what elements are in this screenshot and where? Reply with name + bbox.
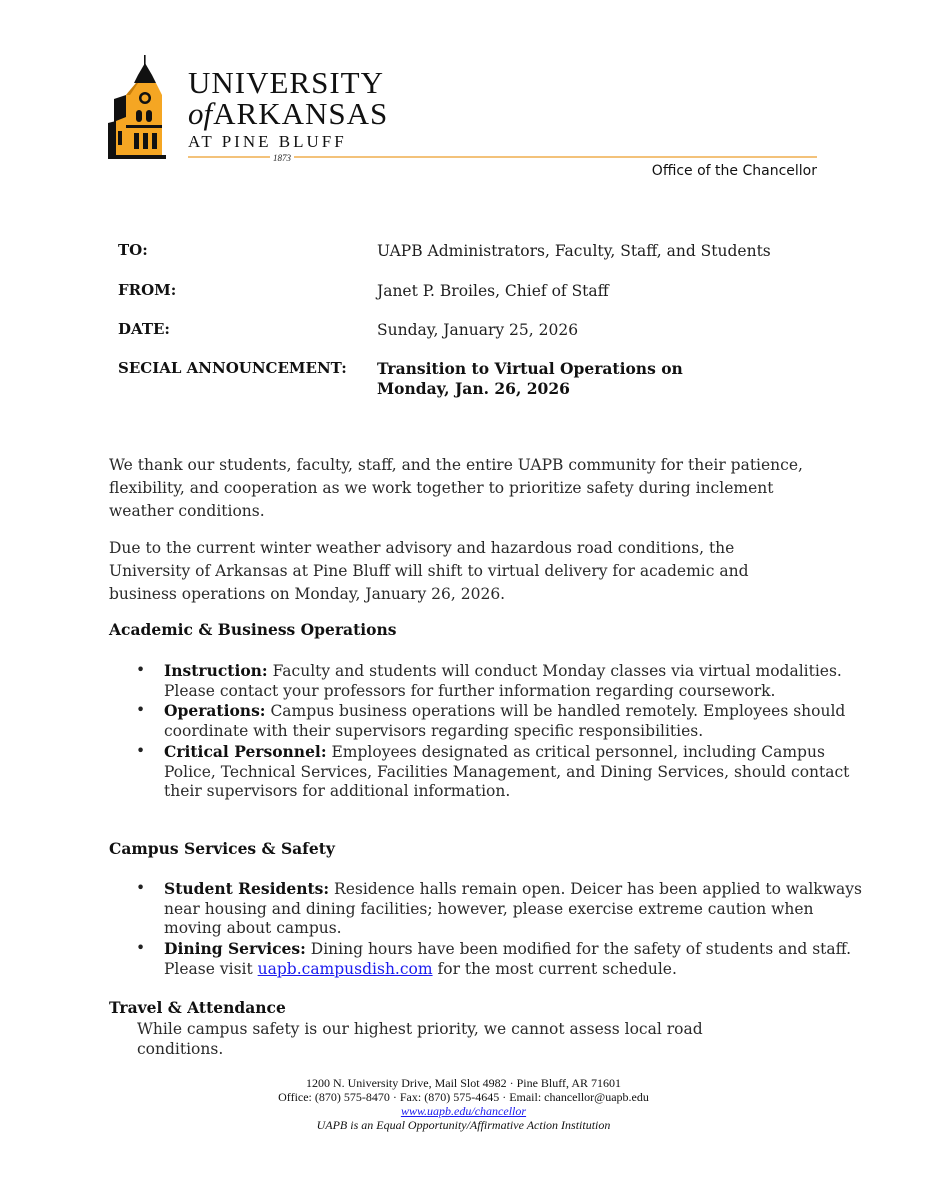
item-text: Faculty and students will conduct Monday classes via virtual modalities. Please contact your professors for further information regarding coursework. bbox=[164, 662, 842, 700]
section-heading-travel: Travel & Attendance bbox=[109, 998, 286, 1017]
subject-line1: Transition to Virtual Operations on bbox=[377, 359, 683, 378]
footer-website-link[interactable] bbox=[0, 1104, 927, 1118]
item-text-after: for the most current schedule. bbox=[432, 959, 677, 978]
university-name-arkansas: ARKANSAS bbox=[213, 96, 389, 131]
footer-eeo: UAPB is an Equal Opportunity/Affirmative Action Institution bbox=[316, 1118, 611, 1132]
subject-line2: Monday, Jan. 26, 2026 bbox=[377, 379, 570, 398]
item-label: Operations: bbox=[164, 701, 266, 721]
item-label: Critical Personnel: bbox=[164, 741, 327, 761]
footer-address: 1200 N. University Drive, Mail Slot 4982 · Pine Bluff, AR 71601 bbox=[305, 1076, 622, 1090]
from-label: FROM: bbox=[118, 281, 177, 299]
campusdish-link[interactable]: uapb.campusdish.com bbox=[257, 959, 433, 978]
item-text: Employees designated as critical personnel, including Campus Police, Technical Services, Facilities Management, and Dining Services, should contact their supervisors for additional information. bbox=[164, 742, 850, 801]
to-label: TO: bbox=[118, 241, 148, 259]
date-value: Sunday, January 25, 2026 bbox=[377, 321, 579, 339]
paragraph-thanks: We thank our students, faculty, staff, and the entire UAPB community for their patience, flexibility, and cooperation as we work together to prioritize safety during inclement weather conditions. bbox=[109, 456, 803, 520]
subject-label: SECIAL ANNOUNCEMENT: bbox=[118, 359, 347, 377]
founded-year: 1873 bbox=[270, 152, 294, 164]
list-item-student-residents bbox=[164, 879, 876, 939]
to-value: UAPB Administrators, Faculty, Staff, and Students bbox=[377, 242, 771, 260]
paragraph-transition: Due to the current winter weather advisory and hazardous road conditions, the University of Arkansas at Pine Bluff will shift to virtual delivery for academic and business operations on Monday, January 26, 2026. bbox=[109, 539, 749, 603]
footer-contact: Office: (870) 575-8470 · Fax: (870) 575-4645 · Email: chancellor@uapb.edu bbox=[278, 1090, 649, 1104]
list-item-dining-services bbox=[164, 939, 876, 979]
list-item-instruction bbox=[164, 661, 876, 701]
university-name-line2 bbox=[188, 97, 388, 131]
university-name-line3: AT PINE BLUFF bbox=[188, 132, 347, 151]
website-link[interactable]: www.uapb.edu/chancellor bbox=[400, 1104, 527, 1118]
item-label: Student Residents: bbox=[164, 879, 330, 898]
item-text: Campus business operations will be handled remotely. Employees should coordinate with their supervisors regarding specific responsibilities. bbox=[164, 702, 846, 741]
campus-list bbox=[109, 879, 876, 980]
item-label: Instruction: bbox=[164, 661, 268, 680]
travel-text: While campus safety is our highest priority, we cannot assess local road conditions. bbox=[137, 1020, 703, 1058]
university-name-line1: UNIVERSITY bbox=[188, 65, 384, 100]
item-text: Residence halls remain open. Deicer has been applied to walkways near housing and dining facilities; however, please exercise extreme caution when moving about campus. bbox=[164, 880, 862, 938]
bell-tower-icon bbox=[108, 55, 166, 159]
item-label: Dining Services: bbox=[164, 939, 306, 959]
academic-list bbox=[109, 661, 876, 802]
date-label: DATE: bbox=[118, 320, 170, 338]
section-heading-academic: Academic & Business Operations bbox=[109, 620, 397, 639]
university-name-of: of bbox=[188, 96, 213, 131]
section-heading-campus: Campus Services & Safety bbox=[109, 839, 335, 858]
list-item-critical-personnel bbox=[164, 742, 876, 802]
office-title: Office of the Chancellor bbox=[651, 163, 817, 179]
from-value: Janet P. Broiles, Chief of Staff bbox=[377, 282, 609, 300]
item-text: Dining hours have been modified for the safety of students and staff. Please visit bbox=[164, 940, 852, 978]
list-item-operations bbox=[164, 701, 876, 741]
